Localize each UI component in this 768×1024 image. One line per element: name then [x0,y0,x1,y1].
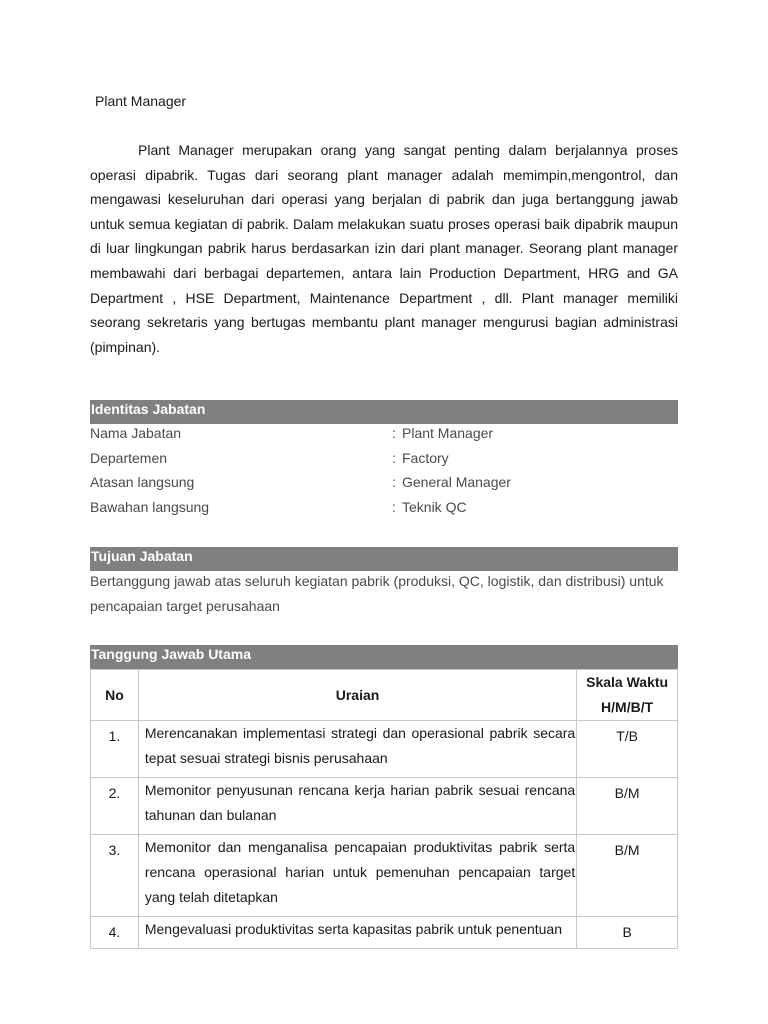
column-header-scale-line1: Skala Waktu [586,674,669,690]
identity-value: General Manager [402,474,511,490]
column-header-scale-line2: H/M/B/T [601,699,654,715]
identity-value: Teknik QC [402,498,467,515]
identity-list [90,424,678,522]
row-description: Mengevaluasi produktivitas serta kapasitas pabrik untuk penentuan [138,917,576,949]
row-time-scale: T/B [577,721,678,778]
row-number: 3. [91,835,139,917]
identity-row [90,473,678,498]
identity-colon: : [392,498,396,515]
row-time-scale: B/M [577,835,678,917]
purpose-text: Bertanggung jawab atas seluruh kegiatan pabrik (produksi, QC, logistik, dan distribusi) untuk pencapaian target perusahaan [90,573,664,614]
row-time-scale: B [577,917,678,949]
column-header-desc: Uraian [138,670,576,721]
identity-label: Departemen [90,449,168,466]
identity-label: Bawahan langsung [90,498,210,515]
table-row [91,835,678,917]
responsibilities-section-header: Tanggung Jawab Utama [90,645,678,669]
table-row [91,778,678,835]
document-title: Plant Manager [95,93,187,109]
column-header-no: No [91,670,139,721]
column-header-scale [577,670,678,721]
identity-colon: : [392,474,396,490]
row-number: 4. [91,917,139,949]
identity-value: Plant Manager [402,425,494,441]
row-description: Memonitor dan menganalisa pencapaian produktivitas pabrik serta rencana operasional harian untuk pemenuhan pencapaian target yang telah ditetapkan [138,835,576,917]
identity-row [90,424,678,449]
purpose-section-header: Tujuan Jabatan [90,547,678,571]
table-row [91,721,678,778]
row-time-scale: B/M [577,778,678,835]
row-number: 1. [91,721,139,778]
table-header-row [91,670,678,721]
identity-colon: : [392,449,396,466]
identity-row [90,498,678,523]
row-description: Memonitor penyusunan rencana kerja harian pabrik sesuai rencana tahunan dan bulanan [138,778,576,835]
identity-label: Nama Jabatan [90,425,182,441]
identity-value: Factory [402,449,449,466]
identity-label: Atasan langsung [90,474,195,490]
identity-colon: : [392,425,396,441]
row-number: 2. [91,778,139,835]
row-description: Merencanakan implementasi strategi dan operasional pabrik secara tepat sesuai strategi bisnis perusahaan [138,721,576,778]
identity-section-header: Identitas Jabatan [90,400,678,424]
responsibilities-table [90,669,678,949]
identity-row [90,449,678,474]
intro-paragraph: Plant Manager merupakan orang yang sangat penting dalam berjalannya proses operasi dipabrik. Tugas dari seorang plant manager adalah memimpin,mengontrol, dan mengawasi keseluruhan dari operasi yang berjalan di pabrik dan juga bertanggung jawab untuk semua kegiatan di pabrik. Dalam melakukan suatu proses operasi baik dipabrik maupun di luar lingkungan pabrik harus berdasarkan izin dari plant manager. Seorang plant manager membawahi dari berbagai departemen, antara lain Production Department, HRG and GA Department , HSE Department, Maintenance Department , dll. Plant manager memiliki seorang sekretaris yang bertugas membantu plant manager mengurusi bagian administrasi (pimpinan). [90,142,678,355]
table-row [91,917,678,949]
